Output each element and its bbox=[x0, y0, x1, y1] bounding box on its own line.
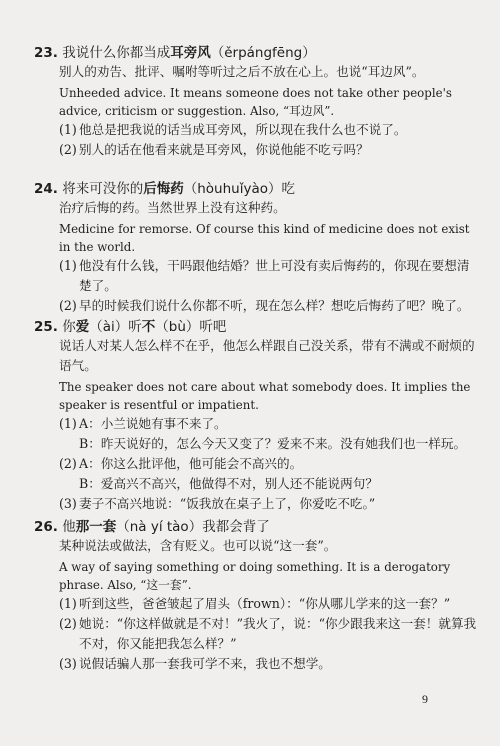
heading-keyword: 那一套 bbox=[75, 519, 117, 535]
entry-heading bbox=[34, 44, 478, 62]
definition-zh: 治疗后悔的药。当然世界上没有这种药。 bbox=[59, 200, 286, 215]
example-text: A：小兰说她有事不来了。 bbox=[79, 416, 227, 431]
example-item bbox=[59, 594, 478, 614]
example-marker: (2) bbox=[59, 142, 77, 157]
heading-text-mid: 听 bbox=[128, 319, 142, 335]
heading-pinyin: （nà yí tào） bbox=[116, 519, 203, 535]
heading-text: 将来可没你的 bbox=[62, 181, 144, 197]
example-text: B：昨天说好的，怎么今天又变了？爱来不来。没有她我们也一样玩。 bbox=[79, 436, 467, 451]
example-item bbox=[59, 256, 478, 296]
heading-keyword-2: 不 bbox=[141, 319, 156, 335]
definition-zh: 某种说法或做法，含有贬义。也可以说“这一套”。 bbox=[59, 538, 337, 553]
example-item bbox=[59, 296, 478, 316]
heading-text: 我说什么你都当成 bbox=[62, 45, 171, 61]
entry-number: 24. bbox=[34, 181, 58, 197]
heading-text: 你 bbox=[62, 319, 76, 335]
example-text: 他没有什么钱，干吗跟他结婚？世上可没有卖后悔药的，你现在要想清楚了。 bbox=[79, 258, 470, 293]
heading-text: 他 bbox=[62, 519, 76, 535]
example-item bbox=[59, 614, 478, 654]
definition-zh: 别人的劝告、批评、嘱咐等听过之后不放在心上。也说“耳边风”。 bbox=[59, 64, 425, 79]
example-item bbox=[59, 654, 478, 674]
heading-keyword: 耳旁风 bbox=[170, 45, 211, 61]
heading-keyword: 后悔药 bbox=[143, 181, 184, 197]
definition-en: The speaker does not care about what somebody does. It implies the speaker is resentful or impatient. bbox=[59, 380, 471, 412]
entry-number: 26. bbox=[34, 519, 58, 535]
example-item bbox=[59, 434, 478, 454]
example-text: 他总是把我说的话当成耳旁风，所以现在我什么也不说了。 bbox=[79, 122, 407, 137]
example-marker: (2) bbox=[59, 616, 77, 631]
example-item bbox=[59, 474, 478, 494]
example-marker: (1) bbox=[59, 258, 77, 273]
entry-number: 25. bbox=[34, 319, 58, 335]
heading-pinyin-2: （bù） bbox=[155, 319, 200, 335]
example-marker: (1) bbox=[59, 416, 77, 431]
example-marker: (1) bbox=[59, 122, 77, 137]
definition-en: Unheeded advice. It means someone does not take other people's advice, criticism or suggestion. Also, “耳边风”. bbox=[59, 86, 452, 118]
heading-pinyin: （ài） bbox=[89, 319, 129, 335]
heading-pinyin: （ěrpángfēng） bbox=[210, 45, 316, 61]
entry-number: 23. bbox=[34, 45, 58, 61]
entry-23 bbox=[34, 44, 478, 160]
example-text: 早的时候我们说什么你都不听，现在怎么样？想吃后悔药了吧？晚了。 bbox=[79, 298, 470, 313]
example-item bbox=[59, 494, 478, 514]
definition-en: A way of saying something or doing something. It is a derogatory phrase. Also, “这一套”. bbox=[59, 560, 451, 592]
entry-24 bbox=[34, 180, 478, 316]
definition-en: Medicine for remorse. Of course this kind of medicine does not exist in the world. bbox=[59, 222, 470, 254]
example-marker: (3) bbox=[59, 656, 77, 671]
heading-keyword: 爱 bbox=[75, 319, 90, 335]
entry-26 bbox=[34, 518, 478, 674]
example-marker: (2) bbox=[59, 456, 77, 471]
definition-zh: 说话人对某人怎么样不在乎，他怎么样跟自己没关系，带有不满或不耐烦的语气。 bbox=[59, 338, 475, 373]
entry-heading bbox=[34, 518, 478, 536]
example-item bbox=[59, 454, 478, 474]
example-text: 听到这些，爸爸皱起了眉头（frown）：“你从哪儿学来的这一套？” bbox=[79, 596, 451, 611]
page-number: 9 bbox=[422, 692, 428, 706]
example-marker: (3) bbox=[59, 496, 77, 511]
example-text: 别人的话在他看来就是耳旁风，你说他能不吃亏吗？ bbox=[79, 142, 369, 157]
example-text: B：爱高兴不高兴，他做得不对，别人还不能说两句？ bbox=[79, 476, 378, 491]
example-text: 她说：“你这样做就是不对！”我火了，说：“你少跟我来这一套！就算我不对，你又能把我怎么样？” bbox=[79, 616, 477, 651]
example-text: 妻子不高兴地说：“饭我放在桌子上了，你爱吃不吃。” bbox=[79, 496, 376, 511]
example-text: 说假话骗人那一套我可学不来，我也不想学。 bbox=[79, 656, 331, 671]
heading-text-tail: 听吧 bbox=[199, 319, 227, 335]
example-item bbox=[59, 414, 478, 434]
entry-25 bbox=[34, 318, 478, 514]
example-marker: (2) bbox=[59, 298, 77, 313]
entry-heading bbox=[34, 180, 478, 198]
heading-text-tail: 我都会背了 bbox=[202, 519, 270, 535]
example-item bbox=[59, 120, 478, 140]
heading-text-tail: 吃 bbox=[281, 181, 295, 197]
heading-pinyin: （hòuhuǐyào） bbox=[183, 181, 282, 197]
example-item bbox=[59, 140, 478, 160]
example-marker: (1) bbox=[59, 596, 77, 611]
example-text: A：你这么批评他，他可能会不高兴的。 bbox=[79, 456, 303, 471]
entry-heading bbox=[34, 318, 478, 336]
